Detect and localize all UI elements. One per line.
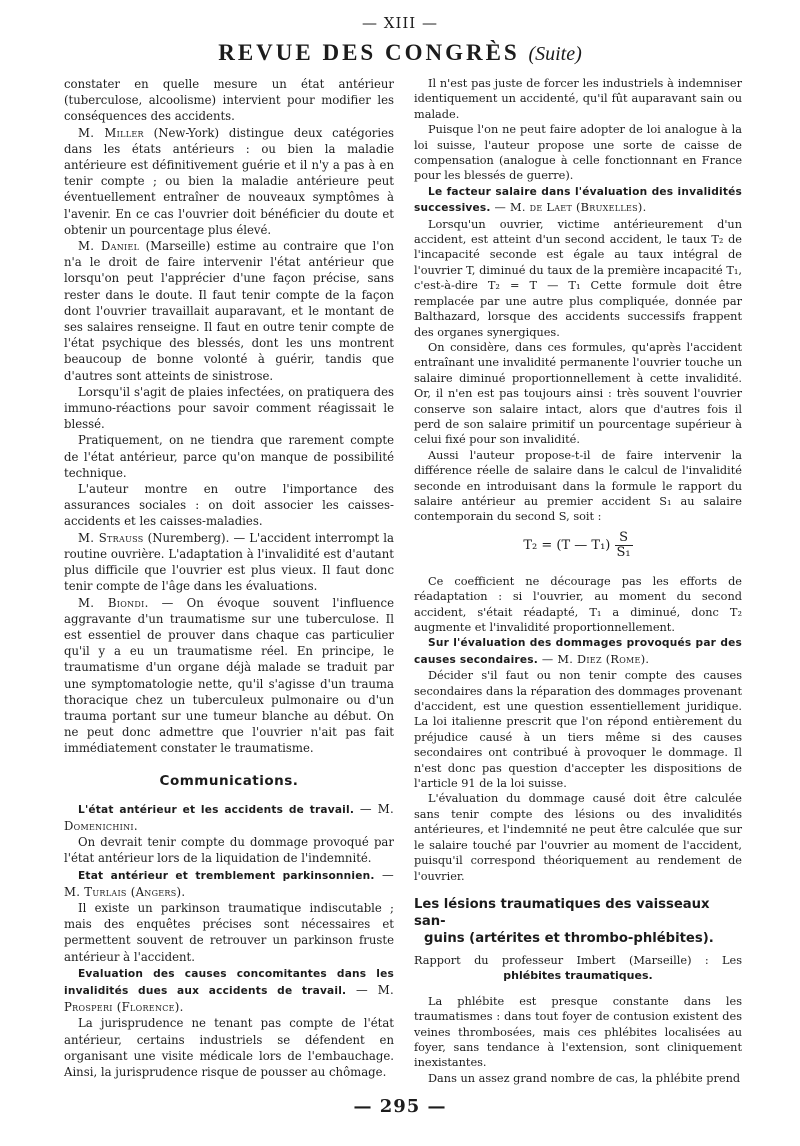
formula-denominator: S₁	[616, 544, 631, 560]
paragraph: Puisque l'on ne peut faire adopter de loi analogue à la loi suisse, l'auteur propose une sorte de caisse de compensation (analogue à celle fonctionnant en France pour les blessés de guerre).	[414, 123, 742, 183]
paragraph: Décider s'il faut ou non tenir compte des causes secondaires dans la réparation des dommages provenant d'accident, est une question essentiellement juridique. La loi italienne prescrit que l'on répond entièrement du préjudice causé à un tiers même si des causes secondaires ont contribué à provoquer le dommage. Il n'est donc pas question d'accepter les dispositions de l'article 91 de la loi suisse.	[414, 669, 742, 791]
paragraph: On considère, dans ces formules, qu'après l'accident entraînant une invalidité permanente l'ouvrier touche un salaire diminué proportionnellement à cette invalidité. Or, il n'en est pas toujours ainsi : très souvent l'ouvrier conserve son salaire intact, alors que d'autres fois il perd de son salaire primitif un pourcentage supérieur à celui fixé pour son invalidité.	[414, 340, 742, 447]
communication-title: Sur l'évaluation des dommages provoqués par des causes secondaires. — M. Diez (Rome).	[414, 637, 742, 666]
title-main: REVUE DES CONGRÈS	[218, 40, 520, 65]
paragraph: Aussi l'auteur propose-t-il de faire intervenir la différence réelle de salaire dans le calcul de l'invalidité seconde en introduisant dans la formule le rapport du salaire antérieur au premier accident S₁ au salaire contemporain du second S, soit :	[414, 448, 742, 524]
page-number: — 295 —	[353, 1096, 447, 1117]
communication-title: L'état antérieur et les accidents de travail. — M. Domenichini.	[64, 801, 394, 833]
formula	[414, 531, 742, 560]
paragraph: La phlébite est presque constante dans les traumatismes : dans tout foyer de contusion existent des veines thrombosées, mais ces phlébites localisées au foyer, sans tendance à l'extension, sont cliniquement inexistantes.	[414, 994, 742, 1070]
paragraph: Dans un assez grand nombre de cas, la phlébite prend	[428, 1071, 741, 1085]
paragraph: On devrait tenir compte du dommage provoqué par l'état antérieur lors de la liquidation de l'indemnité.	[64, 835, 394, 866]
formula-left: T₂ = (T — T₁)	[523, 537, 611, 553]
paragraph: Il n'est pas juste de forcer les industriels à indemniser identiquement un accidenté, qu'il fût auparavant sain ou malade.	[414, 77, 742, 121]
paragraph: Ce coefficient ne décourage pas les efforts de réadaptation : si l'ouvrier, au moment du second accident, s'était réadapté, T₁ a diminué, donc T₂ augmente et l'invalidité proportionnellement.	[414, 574, 742, 634]
formula-fraction	[615, 531, 633, 560]
paragraph: Lorsqu'un ouvrier, victime antérieurement d'un accident, est atteint d'un second accident, le taux T₂ de l'incapacité seconde est égale au taux intégral de l'ouvrier T, diminué du taux de la première incapacité T₁, c'est-à-dire T₂ = T — T₁ Cette formule doit être remplacée par une autre plus compliquée, donnée par Balthazard, lorsque des accidents successifs frappent des organes synergiques.	[414, 217, 742, 339]
communication-title: Etat antérieur et tremblement parkinsonnien. — M. Turlais (Angers).	[64, 867, 394, 899]
roman-page-marker: — XIII —	[362, 14, 438, 32]
paragraph: Pratiquement, on ne tiendra que rarement compte de l'état antérieur, parce qu'on manque de possibilité technique.	[64, 433, 394, 480]
paragraph: L'évaluation du dommage causé doit être calculée sans tenir compte des lésions ou des invalidités antérieures, et l'indemnité ne peut être calculée que sur le salaire touché par l'ouvrier au moment de l'accident, puisqu'il correspond théoriquement au rendement de l'ouvrier.	[414, 792, 742, 883]
left-column	[64, 76, 394, 1080]
right-column	[414, 76, 742, 1086]
paragraph: M. Strauss (Nuremberg). — L'accident interrompt la routine ouvrière. L'adaptation à l'invalidité est d'autant plus difficile que l'ouvrier est plus vieux. Il faut donc tenir compte de l'âge dans les évaluations.	[64, 530, 394, 594]
paragraph: M. Biondi. — On évoque souvent l'influence aggravante d'un traumatisme sur une tuberculose. Il est essentiel de prouver dans chaque cas particulier qu'il y a eu un traumatisme réel. En principe, le traumatisme d'un organe déjà malade se traduit par une symptomatologie nette, qu'il s'agisse d'un trauma thoracique chez un tuberculeux pulmonaire ou d'un trauma portant sur une tumeur blanche au début. On ne peut donc admettre que l'ouvrier n'ait pas fait immédiatement constater le traumatisme.	[64, 595, 394, 756]
paragraph: L'auteur montre en outre l'importance des assurances sociales : on doit associer les caisses-accidents et les caisses-maladies.	[64, 482, 394, 529]
communications-heading: Communications.	[159, 772, 299, 789]
section-heading-vessels: Les lésions traumatiques des vaisseaux san- guins (artérites et thrombo-phlébites).	[414, 896, 714, 946]
title-suffix: (Suite)	[528, 43, 582, 65]
paragraph: Lorsqu'il s'agit de plaies infectées, on pratiquera des immuno-réactions pour savoir comment réagissait le blessé.	[64, 384, 394, 432]
paragraph: M. Daniel (Marseille) estime au contraire que l'on n'a le droit de faire intervenir l'état antérieur que lorsqu'on peut l'apprécier d'une façon précise, sans rester dans le doute. Il faut tenir compte de la façon dont l'ouvrier travaillait auparavant, et le montant de ses salaires renseigne. Il faut en outre tenir compte de l'état psychique des blessés, dont les uns montrent beaucoup de bonne volonté à guérir, tandis que d'autres sont atteints de sinistrose.	[64, 239, 394, 383]
paragraph: La jurisprudence ne tenant pas compte de l'état antérieur, certains industriels se défendent en organisant une visite médicale lors de l'embauchage. Ainsi, la jurisprudence risque de pousser au chômage.	[64, 1016, 394, 1079]
page-title	[0, 40, 800, 66]
paragraph: constater en quelle mesure un état antérieur (tuberculose, alcoolisme) intervient pour modifier les conséquences des accidents.	[64, 77, 394, 124]
communication-title: Le facteur salaire dans l'évaluation des invalidités successives. — M. de Laet (Bruxelles).	[414, 185, 742, 215]
formula-numerator: S	[615, 531, 633, 546]
paragraph: Il existe un parkinson traumatique indiscutable ; mais des enquêtes précises sont nécessaires et permettent souvent de retrouver un parkinson fruste antérieur à l'accident.	[64, 900, 394, 964]
communication-title: Evaluation des causes concomitantes dans les invalidités dues aux accidents de travail. — M. Prosperi (Florence).	[64, 967, 394, 1015]
paragraph: M. Miller (New-York) distingue deux catégories dans les états antérieurs : ou bien la maladie antérieure est définitivement guérie et il n'y a pas à en tenir compte ; ou bien la maladie antérieure peut éventuellement entraîner de nouveaux symptômes à l'avenir. En ce cas l'ouvrier doit bénéficier du doute et obtenir un pourcentage plus élevé.	[64, 125, 395, 237]
report-byline: Rapport du professeur Imbert (Marseille) : Les phlébites traumatiques.	[414, 953, 742, 983]
